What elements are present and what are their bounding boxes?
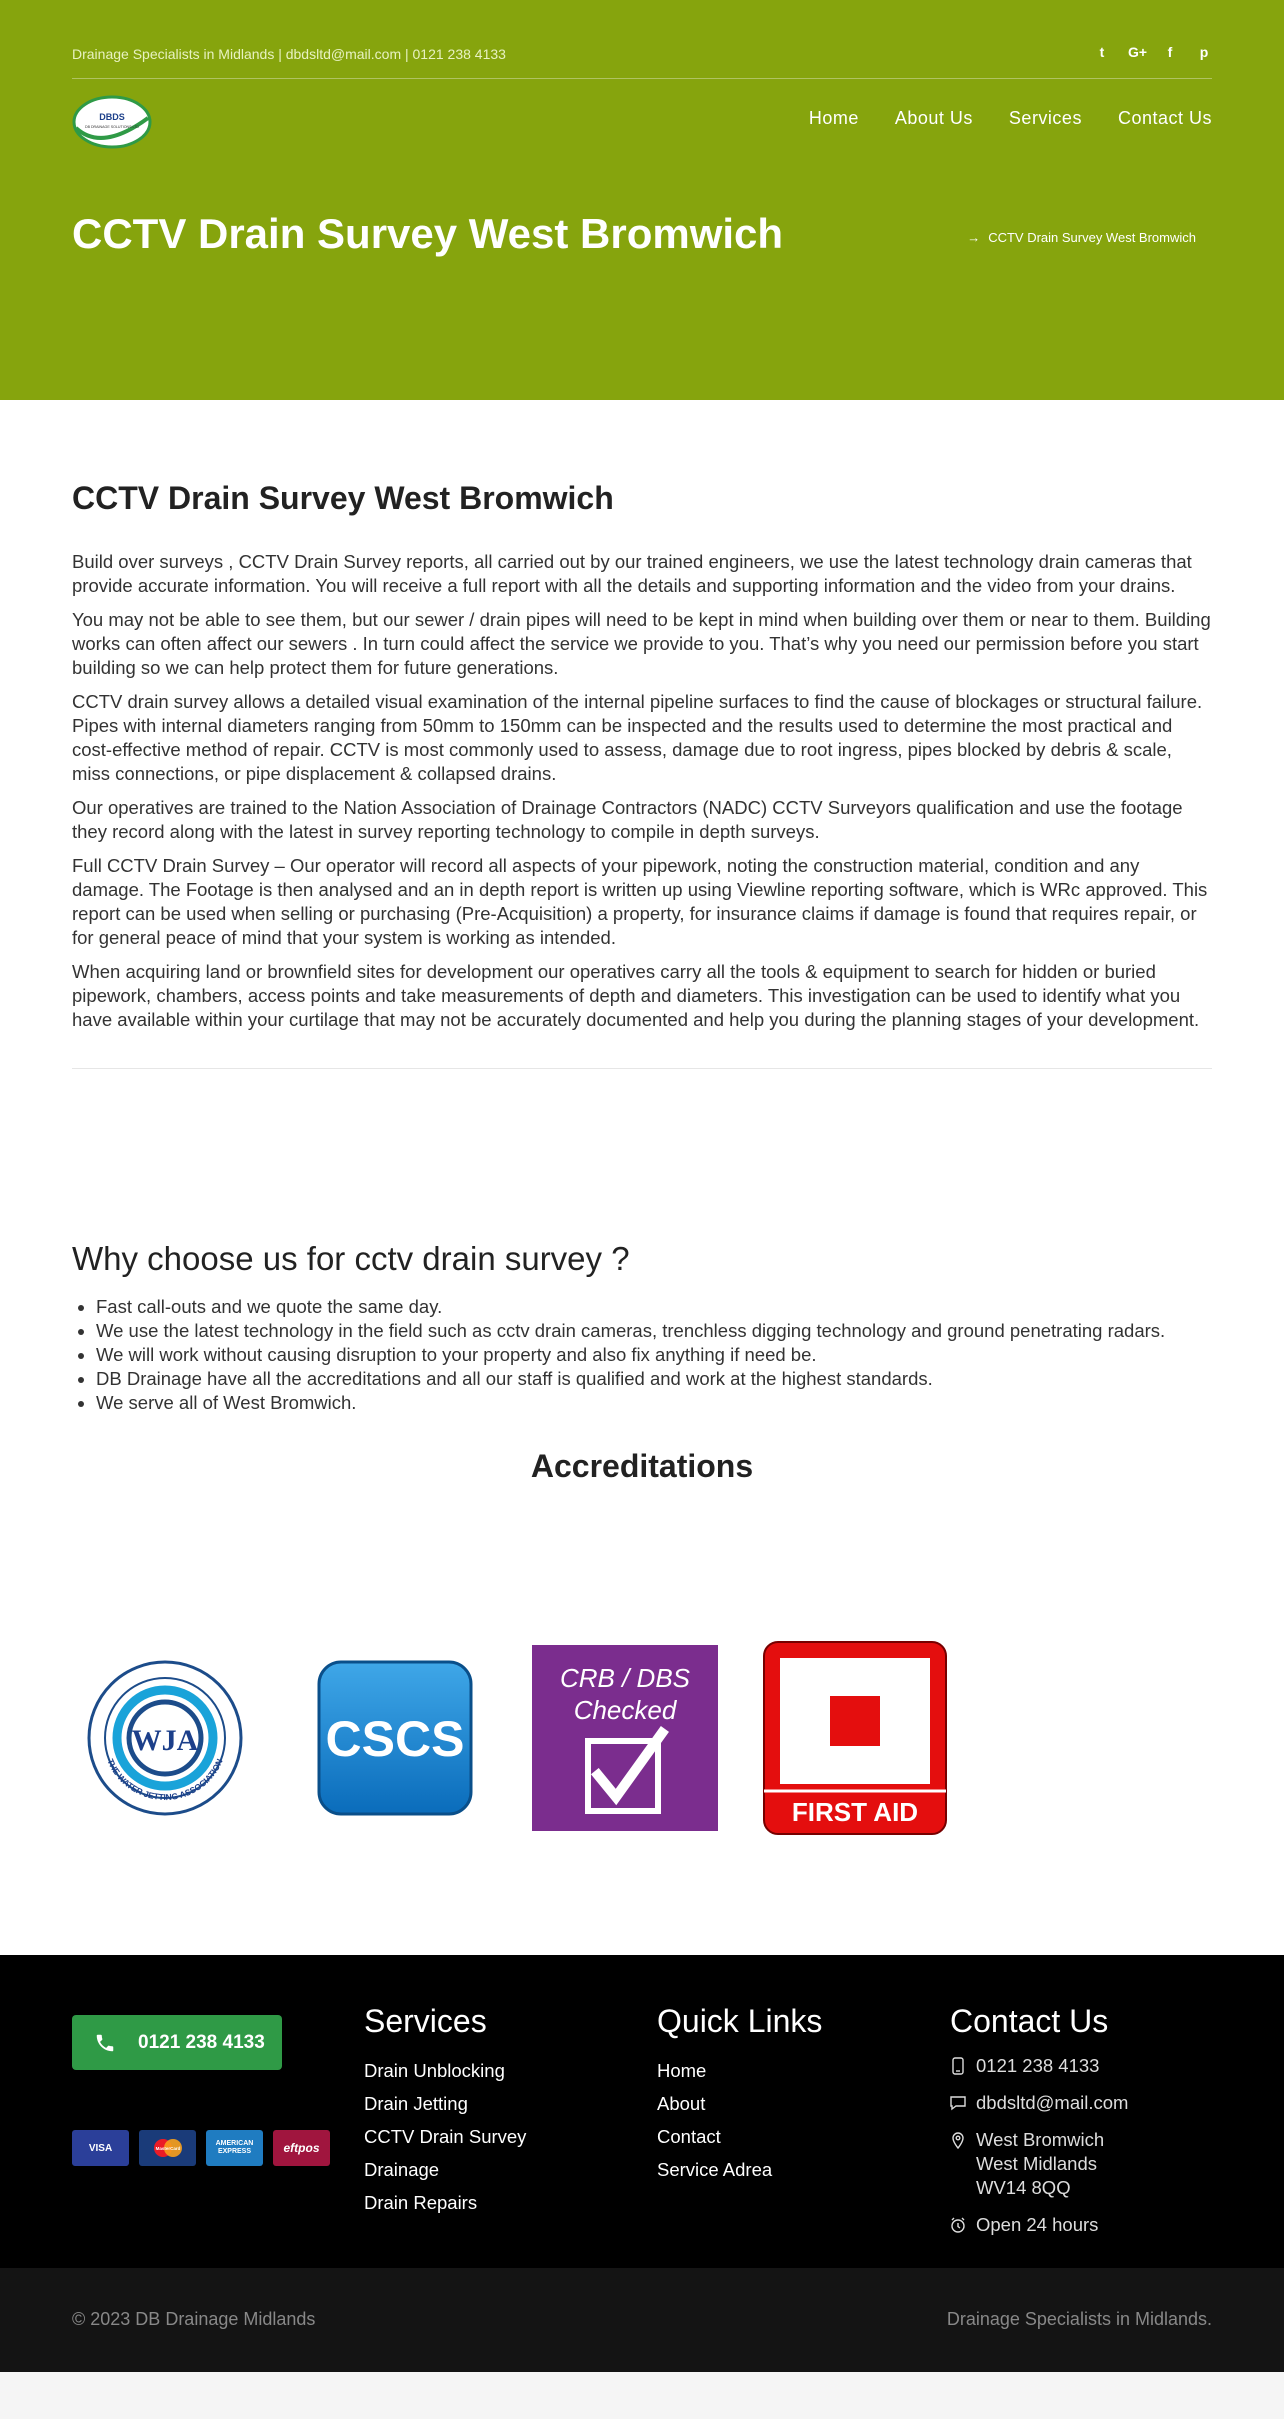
copyright: © 2023 DB Drainage Midlands xyxy=(72,2309,316,2329)
list-item: • We serve all of West Bromwich. xyxy=(96,1391,1236,1415)
footer-link[interactable]: CCTV Drain Survey xyxy=(364,2126,527,2147)
address-line: West Bromwich xyxy=(976,2129,1105,2150)
breadcrumb-current: CCTV Drain Survey West Bromwich xyxy=(988,230,1196,245)
contact-hours xyxy=(950,2213,1128,2237)
amex-card-icon: AMERICAN EXPRESS xyxy=(206,2130,263,2166)
nav-contact-us[interactable]: Contact Us xyxy=(1117,108,1212,128)
nav-services[interactable]: Services xyxy=(1008,108,1082,128)
google-plus-icon[interactable]: G+ xyxy=(1128,44,1148,60)
list-item: • We will work without causing disruption to your property and also fix anything if need be. xyxy=(96,1343,1236,1367)
svg-text:MasterCard: MasterCard xyxy=(155,2146,180,2151)
topbar-info: Drainage Specialists in Midlands | dbdsltd@mail.com | 0121 238 4133 xyxy=(72,46,506,62)
svg-text:THE WATER JETTING ASSOCIATION: THE WATER JETTING ASSOCIATION xyxy=(105,1757,225,1803)
footer-link[interactable]: Drain Jetting xyxy=(364,2093,468,2114)
paragraph: Build over surveys , CCTV Drain Survey reports, all carried out by our trained engineers, we use the latest technology drain cameras that provide accurate information. You will receive a full report with all the details and supporting information and the video from your drains. xyxy=(72,551,1192,596)
footer-link[interactable]: Drain Unblocking xyxy=(364,2060,505,2081)
accreditation-badges xyxy=(72,1645,948,1831)
social-links xyxy=(1094,44,1212,60)
footer-contact-heading: Contact Us xyxy=(950,2003,1109,2039)
main-nav xyxy=(809,108,1212,129)
footer-link[interactable]: Contact xyxy=(657,2126,721,2147)
site-header xyxy=(0,0,1284,400)
phone-icon xyxy=(94,2032,116,2054)
contact-hours-text: Open 24 hours xyxy=(976,2214,1099,2235)
contact-address xyxy=(950,2128,1128,2200)
paragraph: CCTV drain survey allows a detailed visual examination of the internal pipeline surfaces to find the cause of blockages or structural failure. Pipes with internal diameters ranging from 50mm to 150mm can be inspected and the results used to determine the most practical and cost-effective method of repair. CCTV is most commonly used to assess, damage due to root ingress, pipes blocked by debris & scale, miss connections, or pipe displacement & collapsed drains. xyxy=(72,691,1203,784)
breadcrumb-arrow-icon: → xyxy=(967,230,981,245)
chat-bubble-icon xyxy=(950,2094,966,2112)
first-aid-badge xyxy=(762,1645,948,1831)
visa-card-icon: VISA xyxy=(72,2130,129,2166)
twitter-icon[interactable]: t xyxy=(1099,44,1105,60)
footer-contact xyxy=(950,2003,1128,2250)
contact-phone-text: 0121 238 4133 xyxy=(976,2055,1100,2076)
svg-text:Checked: Checked xyxy=(573,1695,677,1725)
svg-text:FIRST AID: FIRST AID xyxy=(791,1797,919,1827)
svg-text:WJA: WJA xyxy=(131,1724,199,1757)
footer-services-heading: Services xyxy=(364,2003,487,2039)
site-logo[interactable] xyxy=(72,94,152,150)
footer-link[interactable]: Service Adrea xyxy=(657,2159,773,2180)
paragraph: Full CCTV Drain Survey – Our operator will record all aspects of your pipework, noting the construction material, condition and any damage. The Footage is then analysed and an in depth report is written up using Viewline reporting software, which is WRc approved. This report can be used when selling or purchasing (Pre-Acquisition) a property, for insurance claims if damage is found that requires repair, or for general peace of mind that your system is working as intended. xyxy=(72,855,1208,948)
contact-phone[interactable] xyxy=(950,2054,1128,2078)
svg-text:DBDS: DBDS xyxy=(99,112,125,122)
wja-badge xyxy=(72,1645,258,1831)
crb-dbs-badge xyxy=(532,1645,718,1831)
content-heading: CCTV Drain Survey West Bromwich xyxy=(72,480,614,516)
nav-about-us[interactable]: About Us xyxy=(894,108,973,128)
why-heading: Why choose us for cctv drain survey ? xyxy=(72,1240,630,1277)
footer-services xyxy=(364,2003,526,2219)
footer-tagline: Drainage Specialists in Midlands. xyxy=(946,2309,1212,2329)
footer-quick-links xyxy=(657,2003,822,2186)
section-divider xyxy=(72,1068,1212,1069)
footer-link[interactable]: Home xyxy=(657,2060,707,2081)
paragraph: You may not be able to see them, but our sewer / drain pipes will need to be kept in mind when building over them or near to them. Building works can often affect our sewers . In turn could affect the service we provide to you. That’s why you need our permission before you start building so we can help protect them for future generations. xyxy=(72,609,1211,678)
site-footer xyxy=(0,1955,1284,2268)
footer-links-heading: Quick Links xyxy=(657,2003,823,2039)
page-title: CCTV Drain Survey West Bromwich xyxy=(72,210,784,257)
breadcrumb xyxy=(959,230,1196,245)
paragraph: Our operatives are trained to the Nation Association of Drainage Contractors (NADC) CCTV Surveyors qualification and use the footage they record along with the latest in survey reporting technology to compile in depth surveys. xyxy=(72,797,1183,842)
alarm-clock-icon xyxy=(950,2216,966,2234)
footer-link[interactable]: Drain Repairs xyxy=(364,2192,478,2213)
call-button[interactable] xyxy=(72,2015,282,2070)
pinterest-icon[interactable]: p xyxy=(1199,44,1209,60)
topbar-divider xyxy=(72,78,1212,79)
nav-home[interactable]: Home xyxy=(808,108,859,128)
contact-email[interactable] xyxy=(950,2091,1128,2115)
main-content xyxy=(0,400,1284,1955)
svg-text:CRB / DBS: CRB / DBS xyxy=(559,1663,691,1693)
list-item: • We use the latest technology in the field such as cctv drain cameras, trenchless digging technology and ground penetrating radars. xyxy=(96,1319,1236,1343)
accreditations-heading: Accreditations xyxy=(530,1448,754,1484)
list-item: • Fast call-outs and we quote the same day. xyxy=(96,1295,1236,1319)
payment-cards xyxy=(72,2130,330,2166)
footer-bottom-bar xyxy=(0,2268,1284,2372)
eftpos-card-icon: eftpos xyxy=(273,2130,330,2166)
address-line: West Midlands xyxy=(976,2153,1097,2174)
footer-link[interactable]: Drainage xyxy=(364,2159,440,2180)
address-line: WV14 8QQ xyxy=(976,2177,1071,2198)
contact-email-text: dbdsltd@mail.com xyxy=(976,2092,1129,2113)
location-pin-icon xyxy=(950,2131,966,2149)
svg-text:CSCS: CSCS xyxy=(325,1711,465,1767)
why-list xyxy=(72,1295,1236,1415)
cscs-badge xyxy=(302,1645,488,1831)
list-item: • DB Drainage have all the accreditations and all our staff is qualified and work at the highest standards. xyxy=(96,1367,1236,1391)
call-button-label: 0121 238 4133 xyxy=(138,2031,265,2053)
footer-link[interactable]: About xyxy=(657,2093,706,2114)
mobile-phone-icon xyxy=(950,2057,966,2075)
facebook-icon[interactable]: f xyxy=(1167,44,1173,60)
paragraph: When acquiring land or brownfield sites for development our operatives carry all the tools & equipment to search for hidden or buried pipework, chambers, access points and take measurements of depth and diameters. This investigation can be used to identify what you have available within your curtilage that may not be accurately documented and help you during the planning stages of your development. xyxy=(72,961,1200,1030)
svg-text:DB DRAINAGE SOLUTIONS LTD: DB DRAINAGE SOLUTIONS LTD xyxy=(84,125,140,129)
mastercard-icon xyxy=(139,2130,196,2166)
content-paragraphs xyxy=(72,550,1212,1042)
